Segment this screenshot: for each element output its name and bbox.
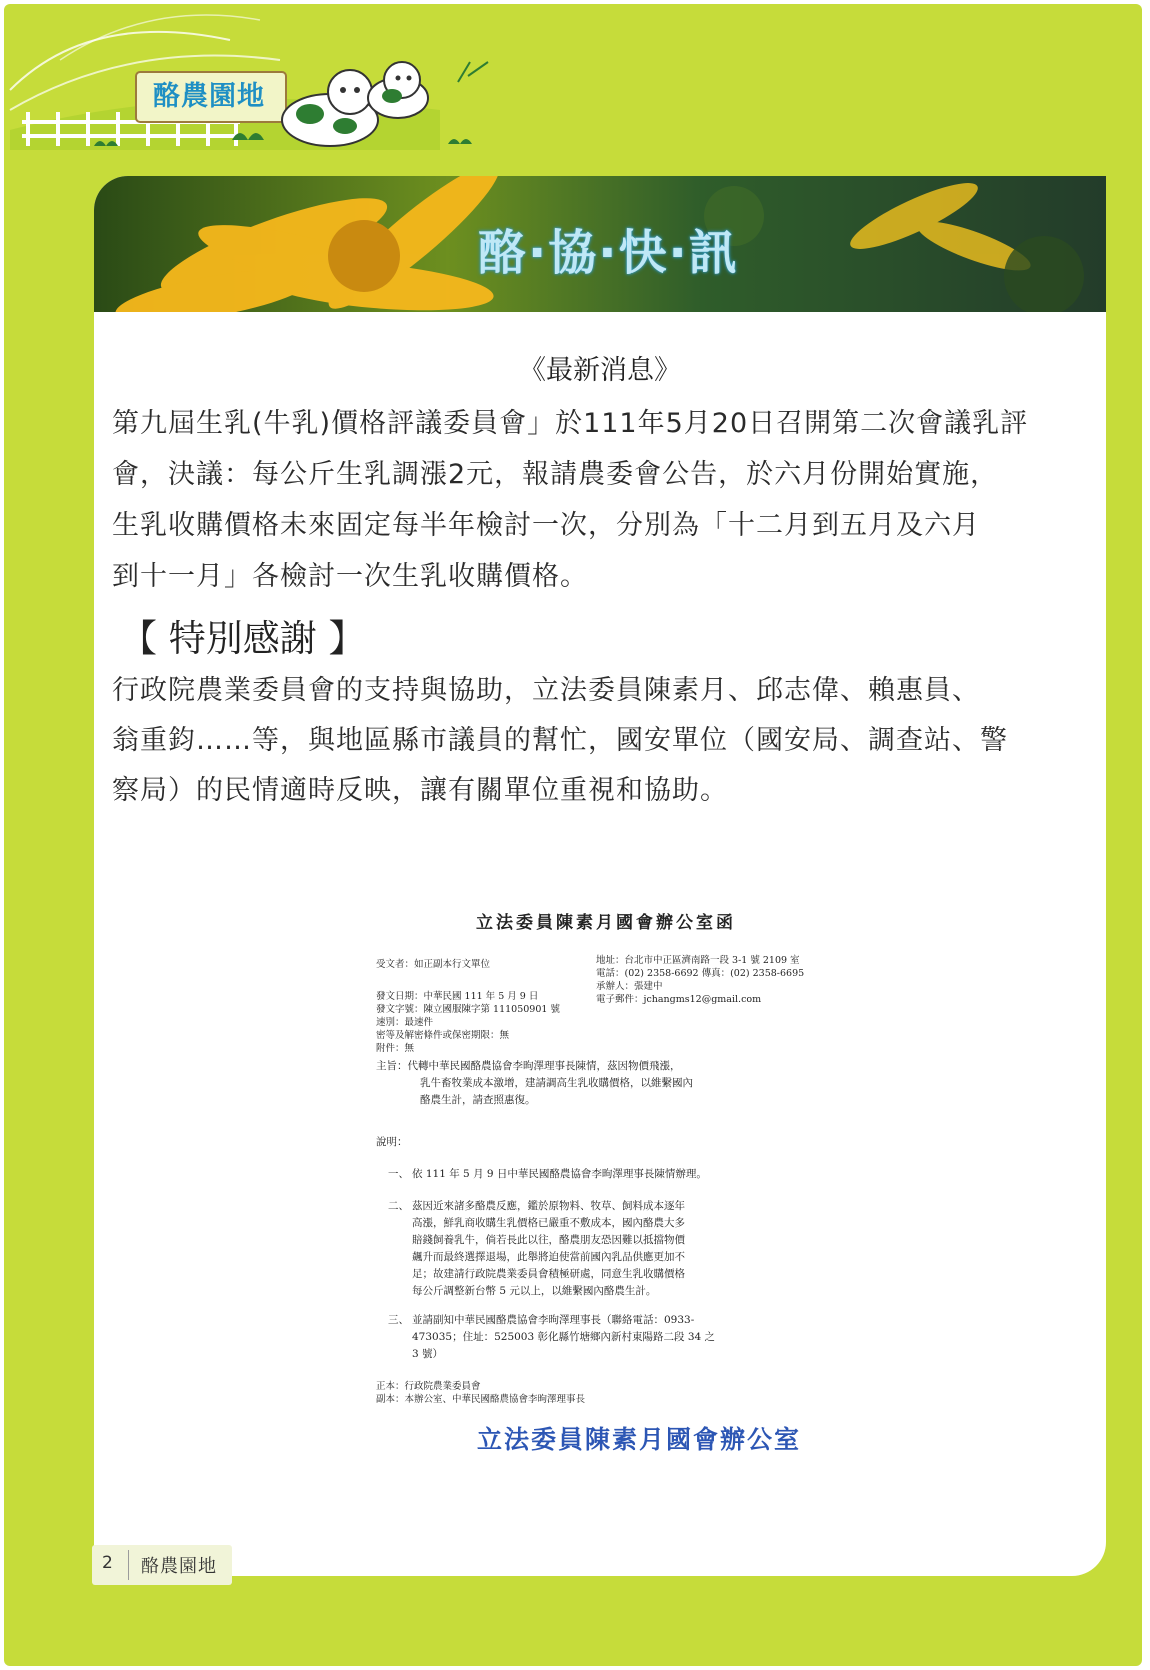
letter-contact-line: 承辦人：張建中 — [596, 981, 663, 992]
thanks-heading: 【 特別感謝 】 — [120, 617, 366, 660]
letter-item — [388, 1312, 798, 1363]
news-line: 第九屆生乳(牛乳)價格評議委員會」於111年5月20日召開第二次會議乳評 — [112, 408, 1029, 439]
news-line: 到十一月」各檢討一次生乳收購價格。 — [112, 561, 588, 592]
thanks-paragraph — [112, 666, 1092, 816]
letter-item-number: 三、 — [388, 1314, 409, 1326]
news-paragraph — [112, 398, 1092, 602]
banner-title: 酪·協·快·訊 — [478, 225, 739, 281]
page-number: 2 — [102, 1553, 113, 1573]
letter-item-line: 足；故建請行政院農業委員會積極研處，同意生乳收購價格 — [412, 1268, 685, 1280]
footer-label: 酪農園地 — [141, 1556, 217, 1577]
thanks-line: 行政院農業委員會的支持與協助，立法委員陳素月、邱志偉、賴惠員、 — [112, 675, 980, 706]
letter-item-line: 3 號） — [412, 1348, 444, 1360]
letter-item-line: 茲因近來諸多酪農反應，鑑於原物料、牧草、飼料成本逐年 — [412, 1200, 685, 1212]
thanks-line: 翁重鈞……等，與地區縣市議員的幫忙，國安單位（國安局、調查站、警 — [112, 725, 1008, 756]
letter-meta-line: 發文日期：中華民國 111 年 5 月 9 日 — [376, 991, 539, 1002]
letter-meta-block — [376, 990, 560, 1055]
letter-cc-block — [376, 1380, 585, 1406]
letter-cc-line: 正本：行政院農業委員會 — [376, 1381, 481, 1392]
letter-meta-line: 附件：無 — [376, 1043, 415, 1054]
letter-item-line: 473035；住址：525003 彰化縣竹塘鄉內新村東陽路二段 34 之 — [412, 1331, 716, 1343]
letter-item-number: 一、 — [388, 1168, 409, 1180]
letter-item-line: 並請副知中華民國酪農協會李昫澤理事長（聯絡電話：0933- — [412, 1314, 695, 1326]
content-panel — [94, 176, 1106, 1576]
letter-meta-line: 速別：最速件 — [376, 1017, 434, 1028]
letter-explanation-label: 說明： — [376, 1136, 408, 1148]
office-seal-stamp: 立法委員陳素月國會辦公室 — [477, 1425, 802, 1454]
news-heading: 《最新消息》 — [519, 355, 681, 386]
letter-contact-line: 地址：台北市中正區濟南路一段 3-1 號 2109 室 — [596, 955, 800, 966]
letter-subject-line: 乳牛畜牧業成本激增，建請調高生乳收購價格，以維繫國內 — [420, 1077, 693, 1089]
letter-contact-line: 電子郵件：jchangms12@gmail.com — [596, 994, 762, 1005]
letter-item — [388, 1166, 798, 1183]
letter-item-line: 每公斤調整新台幣 5 元以上，以維繫國內酪農生計。 — [412, 1285, 657, 1297]
thanks-line: 察局）的民情適時反映，讓有關單位重視和協助。 — [112, 775, 728, 806]
letter-subject-line: 酪農生計，請查照惠復。 — [420, 1094, 536, 1106]
letter-contact-line: 電話：(02) 2358-6692 傳真：(02) 2358-6695 — [596, 968, 805, 979]
letter-item-line: 依 111 年 5 月 9 日中華民國酪農協會李昫澤理事長陳情辦理。 — [412, 1168, 707, 1180]
letter-cc-line: 副本：本辦公室、中華民國酪農協會李昫澤理事長 — [376, 1394, 586, 1405]
letter-item-line: 高漲，鮮乳商收購生乳價格已嚴重不敷成本，國內酪農大多 — [412, 1217, 685, 1229]
letter-subject — [376, 1058, 806, 1109]
letter-meta-line: 密等及解密條件或保密期限：無 — [376, 1030, 510, 1041]
letter-item-number: 二、 — [388, 1200, 409, 1212]
news-line: 會，決議：每公斤生乳調漲2元，報請農委會公告，於六月份開始實施， — [112, 459, 999, 490]
letter-meta-line: 發文字號：陳立國服陳字第 111050901 號 — [376, 1004, 560, 1015]
letter-recipient: 受文者：如正副本行文單位 — [376, 959, 491, 970]
letter-item-line: 賠錢飼養乳牛，倘若長此以往，酪農朋友恐因難以抵擋物價 — [412, 1234, 685, 1246]
letter-item — [388, 1198, 798, 1300]
letter-contact-block — [596, 954, 804, 1006]
footer-divider — [128, 1550, 129, 1580]
news-line: 生乳收購價格未來固定每半年檢討一次，分別為「十二月到五月及六月 — [112, 510, 980, 541]
letter-title: 立法委員陳素月國會辦公室函 — [476, 913, 736, 933]
letter-item-line: 飆升而最終選擇退場，此舉將迫使當前國內乳品供應更加不 — [412, 1251, 685, 1263]
letter-subject-line: 主旨：代轉中華民國酪農協會李昫澤理事長陳情，茲因物價飛漲， — [376, 1060, 681, 1072]
brand-title: 酪農園地 — [143, 78, 275, 116]
